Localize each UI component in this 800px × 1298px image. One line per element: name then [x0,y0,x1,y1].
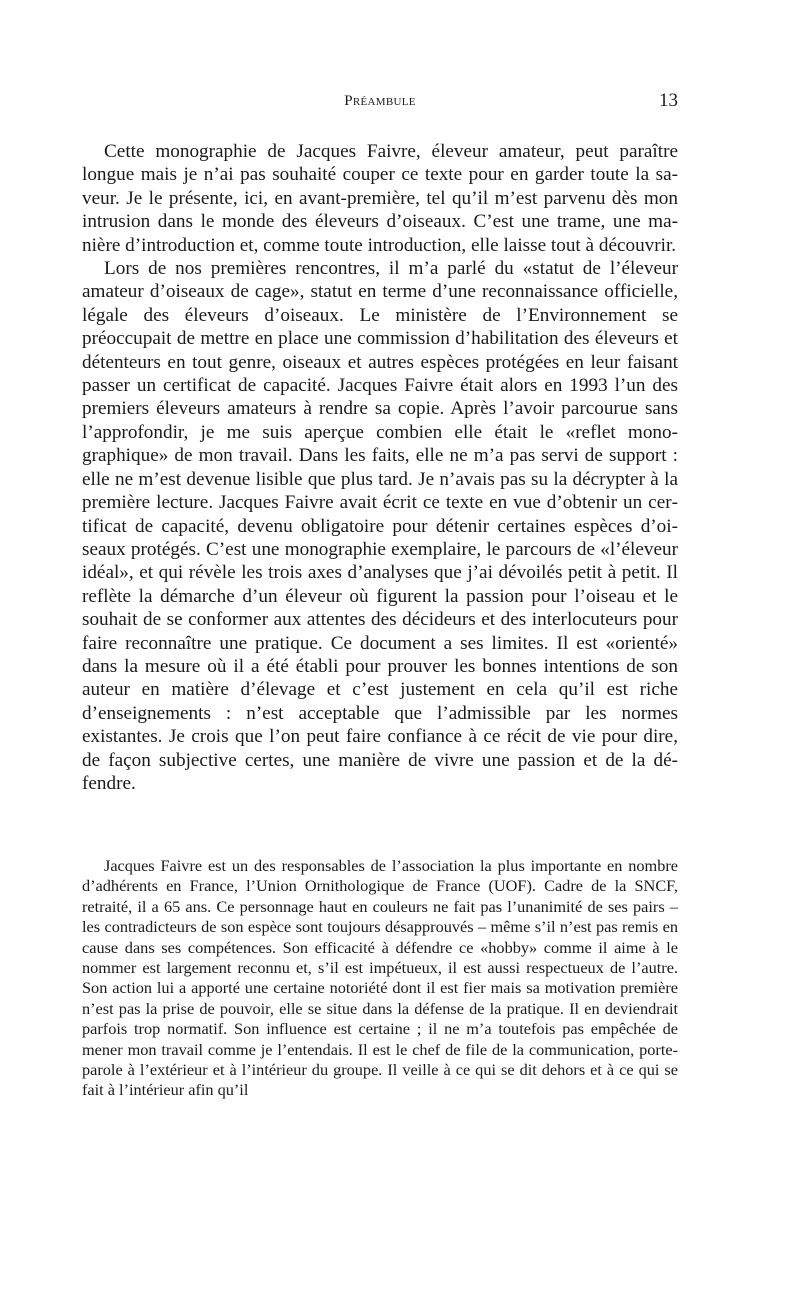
main-text [82,140,678,795]
page-number: 13 [659,90,678,111]
running-title: Préambule [344,93,416,109]
paragraph-intro: Cette monographie de Jacques Faivre, éleveur amateur, peut paraître longue mais je n’ai pas souhaité couper ce texte pour en garder toute la saveur. Je le présente, ici, en avant-première, tel qu’il m’est parvenu dès mon intrusion dans le monde des éleveurs d’oiseaux. C’est une trame, une manière d’introduction et, comme toute introduction, elle laisse tout à découvrir. [82,141,678,256]
footnote [82,856,678,1101]
book-page [82,0,678,1298]
footnote-text: Jacques Faivre est un des responsables de l’association la plus importante en nombre d’adhérents en France, l’Union Ornithologique de France (UOF). Cadre de la SNCF, retraité, il a 65 ans. Ce personnage haut en couleurs ne fait pas l’unanimité de ses pairs – les contradicteurs de son espèce sont toujours désapprouvés – même s’il n’est pas remis en cause dans ses compétences. Son efficacité à défendre ce «hobby» comme il aime à le nommer est largement reconnu et, s’il est impétueux, il est aussi respectueux de l’autre. Son action lui a apporté une certaine notoriété dont il est fier mais sa motivation première n’est pas la prise de pouvoir, elle se situe dans la défense de la pratique. Il en deviendrait parfois trop normatif. Son influence est certaine ; il ne m’a toutefois pas empêchée de mener mon travail comme je l’entendais. Il est le chef de file de la communication, porte-parole à l’extérieur et à l’intérieur du groupe. Il veille à ce qui se dit dehors et à ce qui se fait à l’intérieur afin qu’il [82,856,678,1100]
paragraph-first-meetings: Lors de nos premières rencontres, il m’a parlé du «statut de l’éleveur amateur d’oiseaux de cage», statut en terme d’une reconnaissance officielle, légale des éleveurs d’oiseaux. Le ministère de l’Environnement se préoccupait de mettre en place une commission d’habilitation des éleveurs et détenteurs en tout genre, oiseaux et autres espèces protégées en leur faisant passer un certificat de capacité. Jacques Faivre était alors en 1993 l’un des premiers éleveurs amateurs à rendre sa copie. Après l’avoir parcourue sans l’approfondir, je me suis aperçue combien elle était le «reflet monographique» de mon travail. Dans les faits, elle ne m’a pas servi de support : elle ne m’est devenue lisible que plus tard. Je n’avais pas su la décrypter à la première lecture. Jacques Faivre avait écrit ce texte en vue d’obtenir un certificat de capacité, devenu obligatoire pour détenir certaines espèces d’oiseaux protégés. C’est une monographie exemplaire, le parcours de «l’éleveur idéal», et qui révèle les trois axes d’analyses que j’ai dévoilés petit à petit. Il reflète la démarche d’un éleveur où figurent la passion pour l’oiseau et le souhait de se conformer aux attentes des décideurs et des interlocuteurs pour faire reconnaître une pratique. Ce document a ses limites. Il est «orienté» dans la mesure où il a été établi pour prouver les bonnes intentions de son auteur en matière d’élevage et c’est justement en cela qu’il est riche d’enseignements : n’est acceptable que l’admissible par les normes existantes. Je crois que l’on peut faire confiance à ce récit de vie pour dire, de façon subjective certes, une manière de vivre une passion et de la défendre. [82,258,678,794]
running-head [82,88,678,114]
